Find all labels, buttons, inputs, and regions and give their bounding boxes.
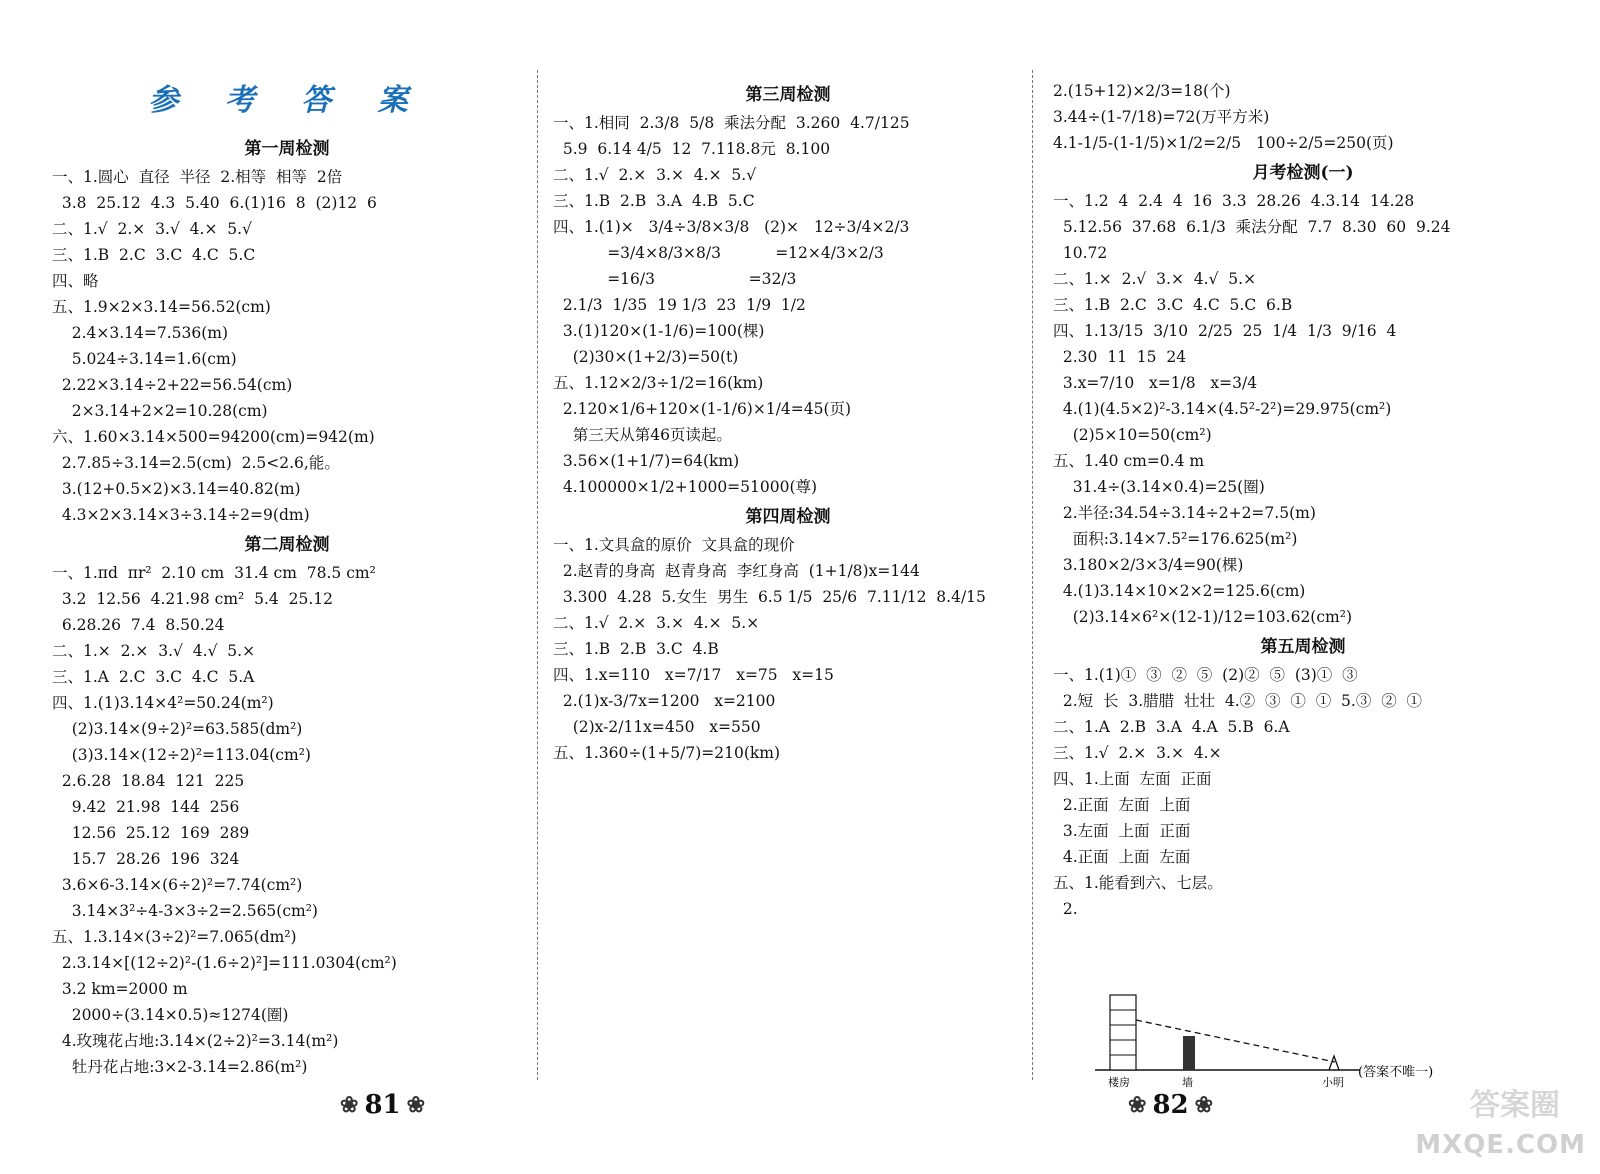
answer-line: 3.180×2/3×3/4=90(棵) — [1053, 556, 1244, 574]
answer-line: 二、1.A 2.B 3.A 4.A 5.B 6.A — [1053, 718, 1290, 736]
answer-line: 四、1.上面 左面 正面 — [1053, 770, 1212, 788]
column-right — [1053, 78, 1553, 922]
diagram-note: (答案不唯一) — [1358, 1065, 1434, 1080]
answer-line: 31.4÷(3.14×0.4)=25(圈) — [1053, 478, 1265, 496]
section-title: 第二周检测 — [244, 535, 330, 555]
answer-line: 2.3.14×[(12÷2)²-(1.6÷2)²]=111.0304(cm²) — [52, 954, 397, 972]
answer-line: 6.28.26 7.4 8.50.24 — [52, 616, 225, 634]
answer-line: 5.12.56 37.68 6.1/3 乘法分配 7.7 8.30 60 9.24 — [1053, 218, 1451, 236]
answer-line: 2×3.14+2×2=10.28(cm) — [52, 402, 268, 420]
answer-line: (2)3.14×6²×(12-1)/12=103.62(cm²) — [1053, 608, 1352, 626]
answer-line: (2)x-2/11x=450 x=550 — [553, 718, 761, 736]
answer-line: 15.7 28.26 196 324 — [52, 850, 240, 868]
answer-line: =16/3 =32/3 — [553, 270, 797, 288]
ornament-icon: ❀ — [406, 1092, 426, 1118]
answer-line: 12.56 25.12 169 289 — [52, 824, 250, 842]
column-middle-sections — [553, 82, 1023, 766]
answer-line: 六、1.60×3.14×500=94200(cm)=942(m) — [52, 428, 375, 446]
answer-line: 一、1.文具盒的原价 文具盒的现价 — [553, 536, 795, 554]
answer-line: 10.72 — [1053, 244, 1108, 262]
answer-line: 2. — [1053, 900, 1078, 918]
answer-line: 一、1.πd πr² 2.10 cm 31.4 cm 78.5 cm² — [52, 564, 376, 582]
answer-line: 3.8 25.12 4.3 5.40 6.(1)16 8 (2)12 6 — [52, 194, 377, 212]
sight-line — [1136, 1020, 1335, 1062]
label-wall: 墙 — [1182, 1076, 1193, 1089]
answer-line: 三、1.B 2.C 3.C 4.C 5.C — [52, 246, 256, 264]
answer-line: 2.30 11 15 24 — [1053, 348, 1187, 366]
page-number-text: 82 — [1152, 1090, 1189, 1120]
sight-line-diagram — [1090, 990, 1490, 1090]
answer-line: 2.半径:34.54÷3.14÷2+2=7.5(m) — [1053, 504, 1316, 522]
answer-line: 2.22×3.14÷2+22=56.54(cm) — [52, 376, 293, 394]
answer-line: 4.玫瑰花占地:3.14×(2÷2)²=3.14(m²) — [52, 1032, 339, 1050]
answer-line: 3.(1)120×(1-1/6)=100(棵) — [553, 322, 765, 340]
answer-line: 4.1-1/5-(1-1/5)×1/2=2/5 100÷2/5=250(页) — [1053, 134, 1394, 152]
answer-line: 2.1/3 1/35 19 1/3 23 1/9 1/2 — [553, 296, 806, 314]
answer-line: 2.短 长 3.腊腊 壮壮 4.② ③ ① ① 5.③ ② ① — [1053, 692, 1423, 710]
answer-line: 一、1.圆心 直径 半径 2.相等 相等 2倍 — [52, 168, 343, 186]
answer-line: (2)3.14×(9÷2)²=63.585(dm²) — [52, 720, 303, 738]
answer-line: 5.9 6.14 4/5 12 7.118.8元 8.100 — [553, 140, 831, 158]
answer-line: 2.120×1/6+120×(1-1/6)×1/4=45(页) — [553, 400, 852, 418]
answer-line: 3.300 4.28 5.女生 男生 6.5 1/5 25/6 7.11/12 8.4/15 — [553, 588, 986, 606]
section-title: 第一周检测 — [244, 139, 330, 159]
answer-line: 2.(1)x-3/7x=1200 x=2100 — [553, 692, 776, 710]
answer-line: 五、1.3.14×(3÷2)²=7.065(dm²) — [52, 928, 297, 946]
section-title: 第四周检测 — [745, 507, 831, 527]
answer-line: 三、1.B 2.B 3.C 4.B — [553, 640, 719, 658]
answer-line: 五、1.9×2×3.14=56.52(cm) — [52, 298, 271, 316]
answer-line: 四、1.13/15 3/10 2/25 25 1/4 1/3 9/16 4 — [1053, 322, 1397, 340]
answer-line: 2.(15+12)×2/3=18(个) — [1053, 82, 1231, 100]
answer-line: 牡丹花占地:3×2-3.14=2.86(m²) — [52, 1058, 308, 1076]
answer-line: 三、1.B 2.C 3.C 4.C 5.C 6.B — [1053, 296, 1293, 314]
column-left-sections — [52, 136, 522, 1080]
wall-shape — [1183, 1036, 1195, 1070]
answer-line: 第三天从第46页读起。 — [553, 426, 732, 444]
answer-line: 3.(12+0.5×2)×3.14=40.82(m) — [52, 480, 301, 498]
answer-line: 3.x=7/10 x=1/8 x=3/4 — [1053, 374, 1258, 392]
answer-line: 一、1.(1)① ③ ② ⑤ (2)② ⑤ (3)① ③ — [1053, 666, 1358, 684]
person-shape — [1329, 1056, 1339, 1070]
answer-line: 五、1.360÷(1+5/7)=210(km) — [553, 744, 781, 762]
answer-line: 四、1.x=110 x=7/17 x=75 x=15 — [553, 666, 834, 684]
watermark-logo: 答案圈 — [1470, 1088, 1560, 1123]
answer-line: 五、1.40 cm=0.4 m — [1053, 452, 1205, 470]
answer-line: 9.42 21.98 144 256 — [52, 798, 240, 816]
answer-line: 3.2 12.56 4.21.98 cm² 5.4 25.12 — [52, 590, 333, 608]
watermark-text: MXQE.COM — [1415, 1130, 1586, 1160]
ornament-icon: ❀ — [1194, 1092, 1214, 1118]
page-number-left — [340, 1090, 425, 1120]
answer-line: 五、1.能看到六、七层。 — [1053, 874, 1223, 892]
page-number-right — [1128, 1090, 1213, 1120]
answer-line: 4.(1)(4.5×2)²-3.14×(4.5²-2²)=29.975(cm²) — [1053, 400, 1392, 418]
answer-line: 二、1.√ 2.× 3.√ 4.× 5.√ — [52, 220, 252, 238]
answer-line: 四、1.(1)× 3/4÷3/8×3/8 (2)× 12÷3/4×2/3 — [553, 218, 910, 236]
column-right-sections — [1053, 78, 1553, 922]
answer-line: 三、1.A 2.C 3.C 4.C 5.A — [52, 668, 255, 686]
answer-line: 面积:3.14×7.5²=176.625(m²) — [1053, 530, 1298, 548]
answer-line: 2.6.28 18.84 121 225 — [52, 772, 245, 790]
answer-line: 二、1.√ 2.× 3.× 4.× 5.× — [553, 614, 760, 632]
answer-line: 二、1.× 2.√ 3.× 4.√ 5.× — [1053, 270, 1257, 288]
answer-line: 三、1.B 2.B 3.A 4.B 5.C — [553, 192, 755, 210]
answer-line: 四、略 — [52, 272, 99, 290]
page-title: 参 考 答 案 — [148, 83, 426, 118]
section-title: 第五周检测 — [1260, 637, 1346, 657]
answer-line: 5.024÷3.14=1.6(cm) — [52, 350, 237, 368]
ornament-icon: ❀ — [340, 1092, 359, 1118]
answer-line: 4.100000×1/2+1000=51000(尊) — [553, 478, 818, 496]
label-person: 小明 — [1322, 1076, 1344, 1089]
answer-line: (2)5×10=50(cm²) — [1053, 426, 1212, 444]
answer-line: 五、1.12×2/3÷1/2=16(km) — [553, 374, 764, 392]
answer-line: 3.14×3²÷4-3×3÷2=2.565(cm²) — [52, 902, 318, 920]
column-left — [52, 70, 522, 1080]
answer-line: (2)30×(1+2/3)=50(t) — [553, 348, 739, 366]
column-divider-1 — [537, 70, 538, 1080]
answer-line: 四、1.(1)3.14×4²=50.24(m²) — [52, 694, 274, 712]
answer-line: 3.44÷(1-7/18)=72(万平方米) — [1053, 108, 1270, 126]
answer-line: 三、1.√ 2.× 3.× 4.× — [1053, 744, 1222, 762]
answer-line: 4.3×2×3.14×3÷3.14÷2=9(dm) — [52, 506, 310, 524]
answer-line: 二、1.× 2.× 3.√ 4.√ 5.× — [52, 642, 256, 660]
column-middle — [553, 78, 1023, 766]
answer-line: 2000÷(3.14×0.5)≈1274(圈) — [52, 1006, 289, 1024]
answer-line: 4.正面 上面 左面 — [1053, 848, 1191, 866]
answer-line: 2.正面 左面 上面 — [1053, 796, 1191, 814]
section-title: 第三周检测 — [745, 85, 831, 105]
building-shape — [1110, 995, 1136, 1070]
answer-line: 4.(1)3.14×10×2×2=125.6(cm) — [1053, 582, 1306, 600]
answer-line: 2.4×3.14=7.536(m) — [52, 324, 229, 342]
column-divider-2 — [1032, 70, 1033, 1080]
answer-line: 3.6×6-3.14×(6÷2)²=7.74(cm²) — [52, 876, 303, 894]
ornament-icon: ❀ — [1128, 1092, 1147, 1118]
answer-line: 一、1.相同 2.3/8 5/8 乘法分配 3.260 4.7/125 — [553, 114, 910, 132]
section-title: 月考检测(一) — [1252, 163, 1354, 183]
page-number-text: 81 — [364, 1090, 401, 1120]
answer-line: (3)3.14×(12÷2)²=113.04(cm²) — [52, 746, 311, 764]
answer-line: 3.2 km=2000 m — [52, 980, 188, 998]
answer-line: 3.左面 上面 正面 — [1053, 822, 1191, 840]
answer-line: 一、1.2 4 2.4 4 16 3.3 28.26 4.3.14 14.28 — [1053, 192, 1415, 210]
answer-line: 2.7.85÷3.14=2.5(cm) 2.5<2.6,能。 — [52, 454, 340, 472]
label-building: 楼房 — [1108, 1076, 1130, 1089]
answer-line: =3/4×8/3×8/3 =12×4/3×2/3 — [553, 244, 884, 262]
answer-line: 二、1.√ 2.× 3.× 4.× 5.√ — [553, 166, 757, 184]
answer-line: 3.56×(1+1/7)=64(km) — [553, 452, 740, 470]
answer-line: 2.赵青的身高 赵青身高 李红身高 (1+1/8)x=144 — [553, 562, 920, 580]
